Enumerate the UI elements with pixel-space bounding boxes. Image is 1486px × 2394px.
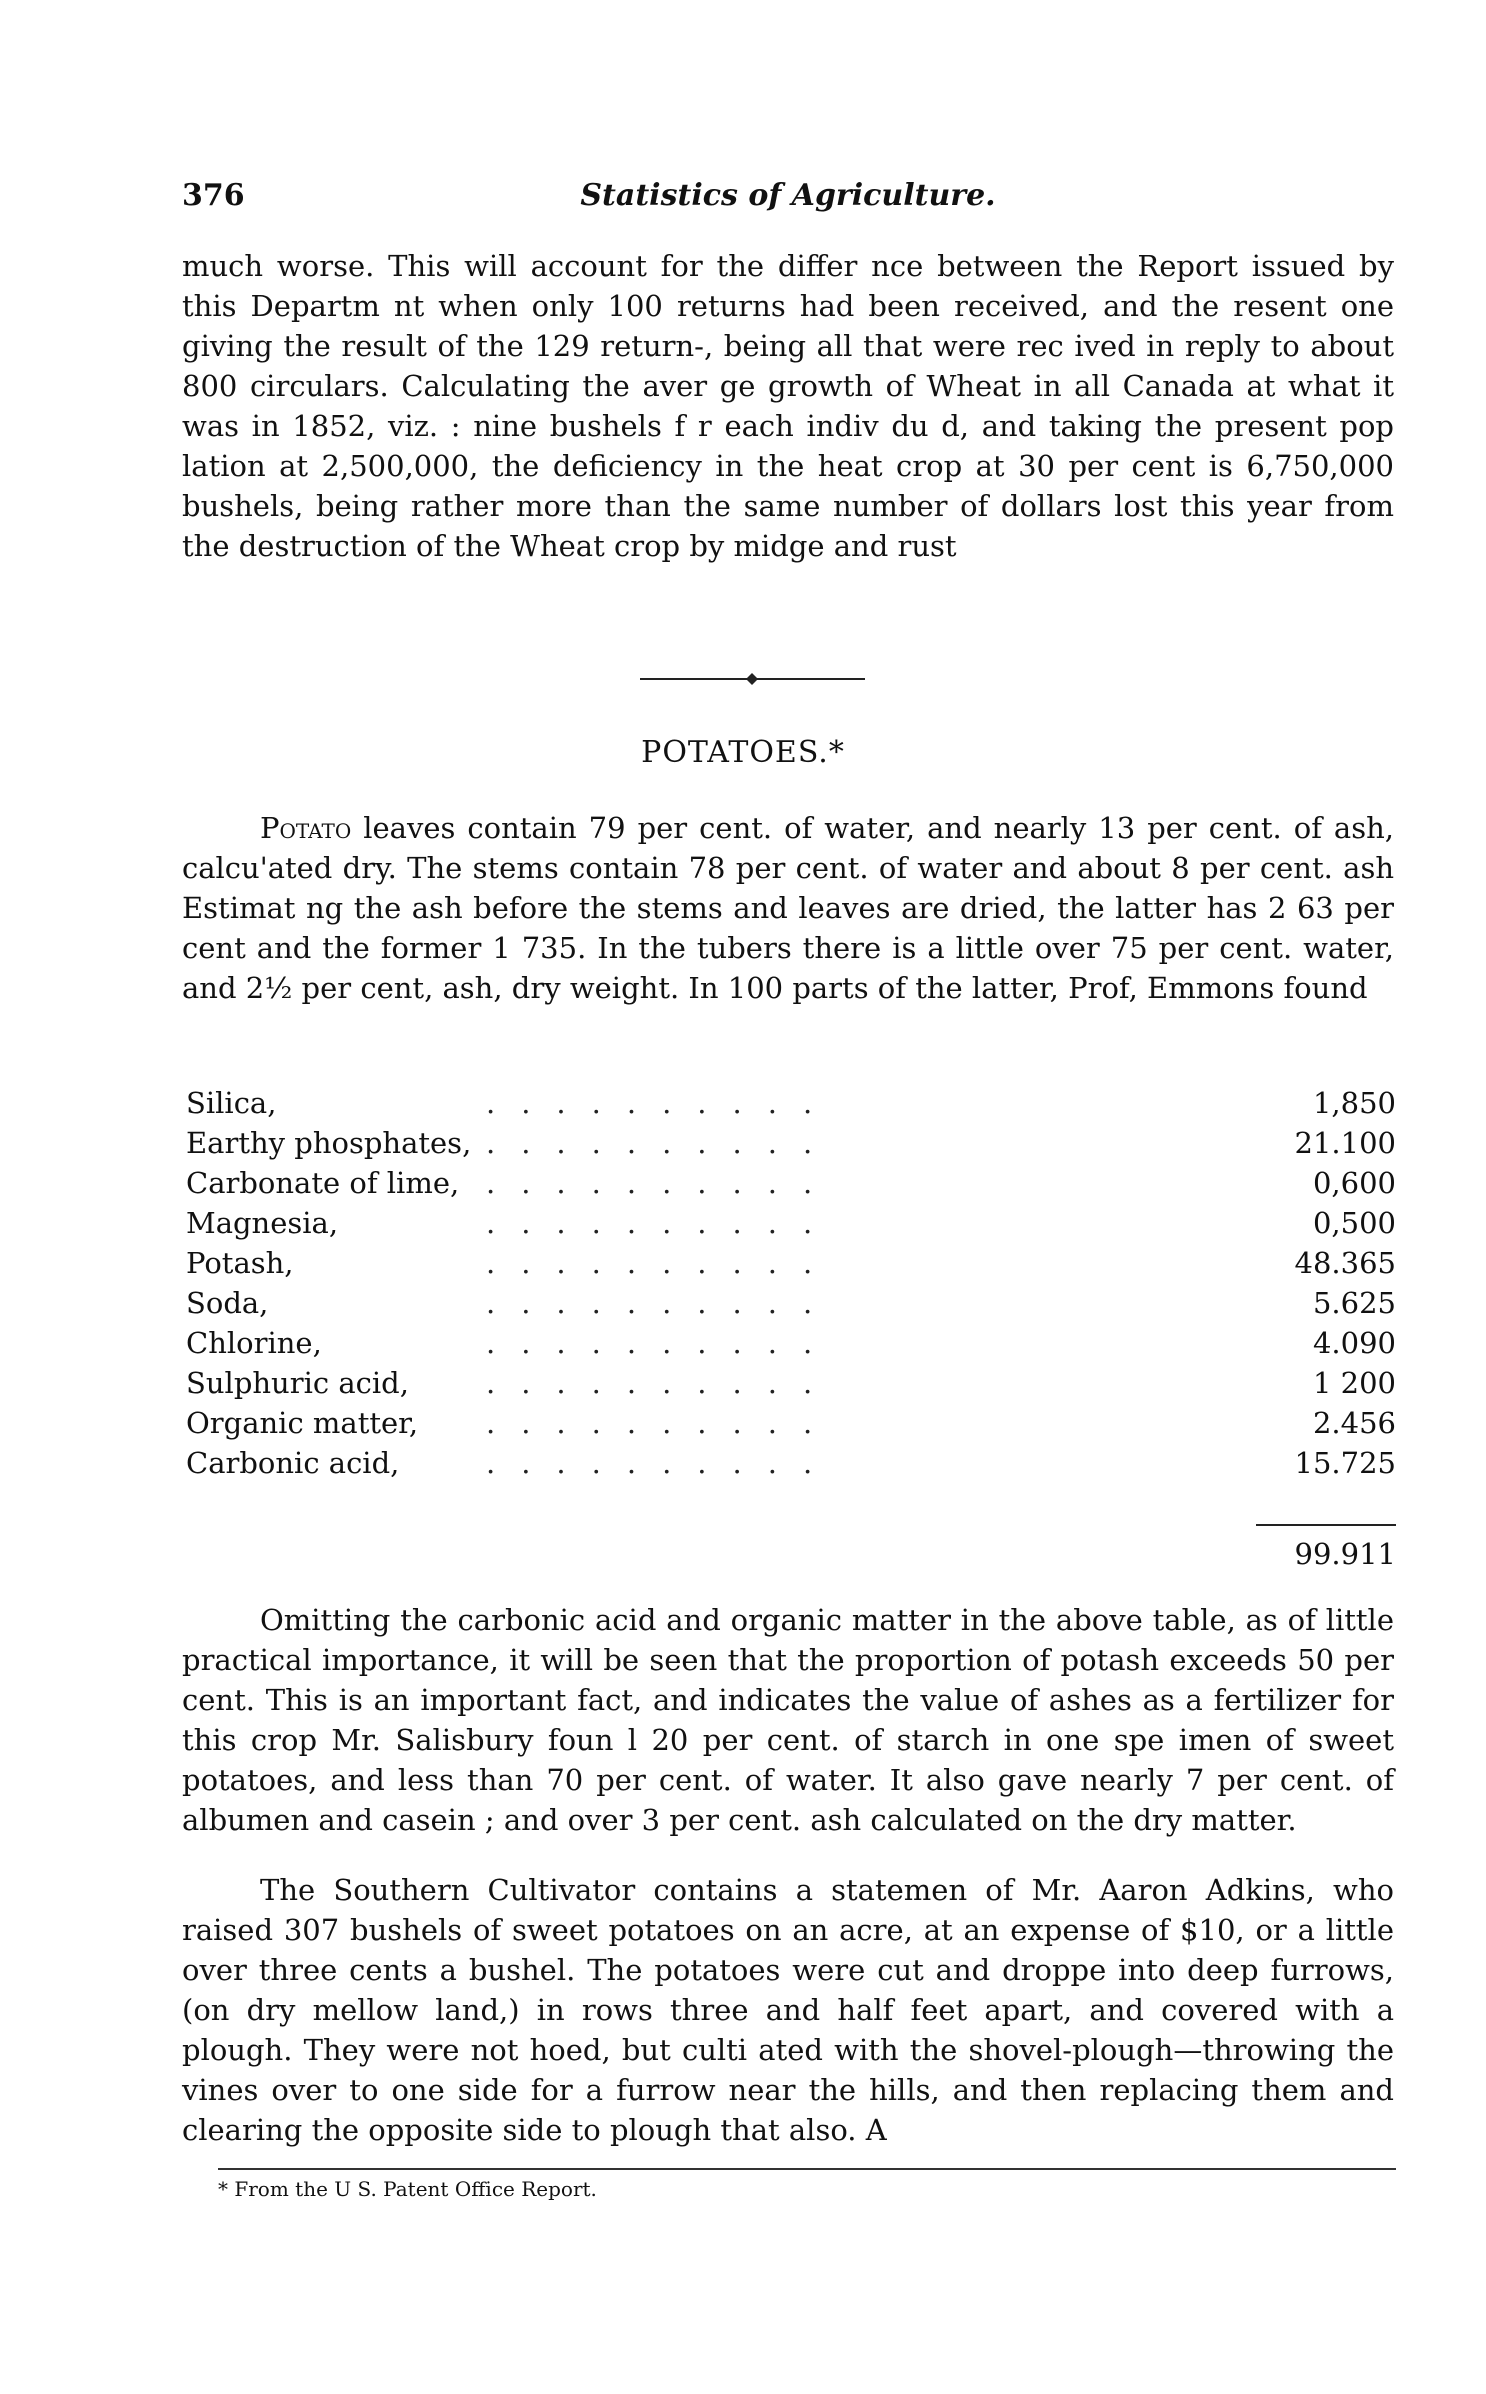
table-row: .......... Organic matter, 2.456 [186,1403,1396,1443]
ingredient-name: Carbonate of lime, [186,1163,469,1203]
footnote-rule [218,2168,1396,2170]
ingredient-name: Magnesia, [186,1203,348,1243]
ash-analysis-table [186,1083,1396,1483]
ingredient-value: 1,850 [1312,1086,1396,1120]
omitting-paragraph: Omitting the carbonic acid and organic matter in the above table, as of little practical importance, it will be seen that the proportion of potash exceeds 50 per cent. This is an important fact, and indicates the value of ashes as a fertilizer for this crop Mr. Salisbury foun l 20 per cent. of starch in one spe imen of sweet potatoes, and less than 70 per cent. of water. It also gave nearly 7 per cent. of albumen and casein ; and over 3 per cent. ash calculated on the dry matter. [182,1603,1394,1837]
ingredient-name: Organic matter, [186,1403,428,1443]
running-title: Statistics of Agriculture. [580,178,996,213]
ingredient-name: Potash, [186,1243,304,1283]
ingredient-name: Sulphuric acid, [186,1363,419,1403]
table-row: .......... Magnesia, 0,500 [186,1203,1396,1243]
section-title: POTATOES.* [641,735,845,770]
ingredient-value: 15.725 [1294,1446,1396,1480]
ingredient-value: 2.456 [1312,1406,1396,1440]
southern-cultivator-paragraph: The Southern Cultivator contains a statemen of Mr. Aaron Adkins, who raised 307 bushels of sweet potatoes on an acre, at an expense of $10, or a little over three cents a bushel. The potatoes were cut and droppe into deep furrows, (on dry mellow land,) in rows three and half feet apart, and covered with a plough. They were not hoed, but culti ated with the shovel-plough—throwing the vines over to one side for a furrow near the hills, and then replacing them and clearing the opposite side to plough that also. A [182,1873,1394,2147]
table-row: .......... Potash, 48.365 [186,1243,1396,1283]
potato-paragraph [182,808,1394,1008]
table-row: .......... Silica, 1,850 [186,1083,1396,1123]
table-row: .......... Chlorine, 4.090 [186,1323,1396,1363]
ingredient-name: Chlorine, [186,1323,332,1363]
potato-paragraph-text: leaves contain 79 per cent. of water, and nearly 13 per cent. of ash, calcu'ated dry. The stems contain 78 per cent. of water and about 8 per cent. ash Estimat ng the ash before the stems and leaves are dried, the latter has 2 63 per cent and the former 1 735. In the tubers there is a little over 75 per cent. water, and 2½ per cent, ash, dry weight. In 100 parts of the latter, Prof, Emmons found [182,811,1394,1005]
ingredient-name: Earthy phosphates, [186,1123,481,1163]
table-row: .......... Carbonic acid, 15.725 [186,1443,1396,1483]
table-row: .......... Sulphuric acid, 1 200 [186,1363,1396,1403]
ingredient-value: 21.100 [1294,1126,1396,1160]
ingredient-value: 5.625 [1312,1286,1396,1320]
page-number: 376 [182,178,245,213]
page-header [182,178,1394,218]
table-row: .......... Soda, 5.625 [186,1283,1396,1323]
ingredient-value: 0,600 [1312,1166,1396,1200]
ingredient-value: 0,500 [1312,1206,1396,1240]
table-row: .......... Carbonate of lime, 0,600 [186,1163,1396,1203]
potato-lead-word: Potato [260,811,352,845]
ingredient-value: 48.365 [1294,1246,1396,1280]
ingredient-value: 1 200 [1312,1366,1396,1400]
total-rule [1256,1524,1396,1526]
ingredient-value: 4.090 [1312,1326,1396,1360]
analysis-total: 99.911 [1294,1537,1396,1571]
ingredient-name: Carbonic acid, [186,1443,409,1483]
ingredient-name: Silica, [186,1083,286,1123]
table-row: .......... Earthy phosphates, 21.100 [186,1123,1396,1163]
section-divider-ornament [640,672,865,686]
intro-paragraph: much worse. This will account for the differ nce between the Report issued by this Departm nt when only 100 returns had been received, and the resent one giving the result of the 129 return-, being all that were rec ived in reply to about 800 circulars. Calculating the aver ge growth of Wheat in all Canada at what it was in 1852, viz. : nine bushels f r each indiv du d, and taking the present pop lation at 2,500,000, the deficiency in the heat crop at 30 per cent is 6,750,000 bushels, being rather more than the same number of dollars lost this year from the destruction of the Wheat crop by midge and rust [182,249,1394,563]
footnote: * From the U S. Patent Office Report. [218,2177,597,2201]
ingredient-name: Soda, [186,1283,278,1323]
